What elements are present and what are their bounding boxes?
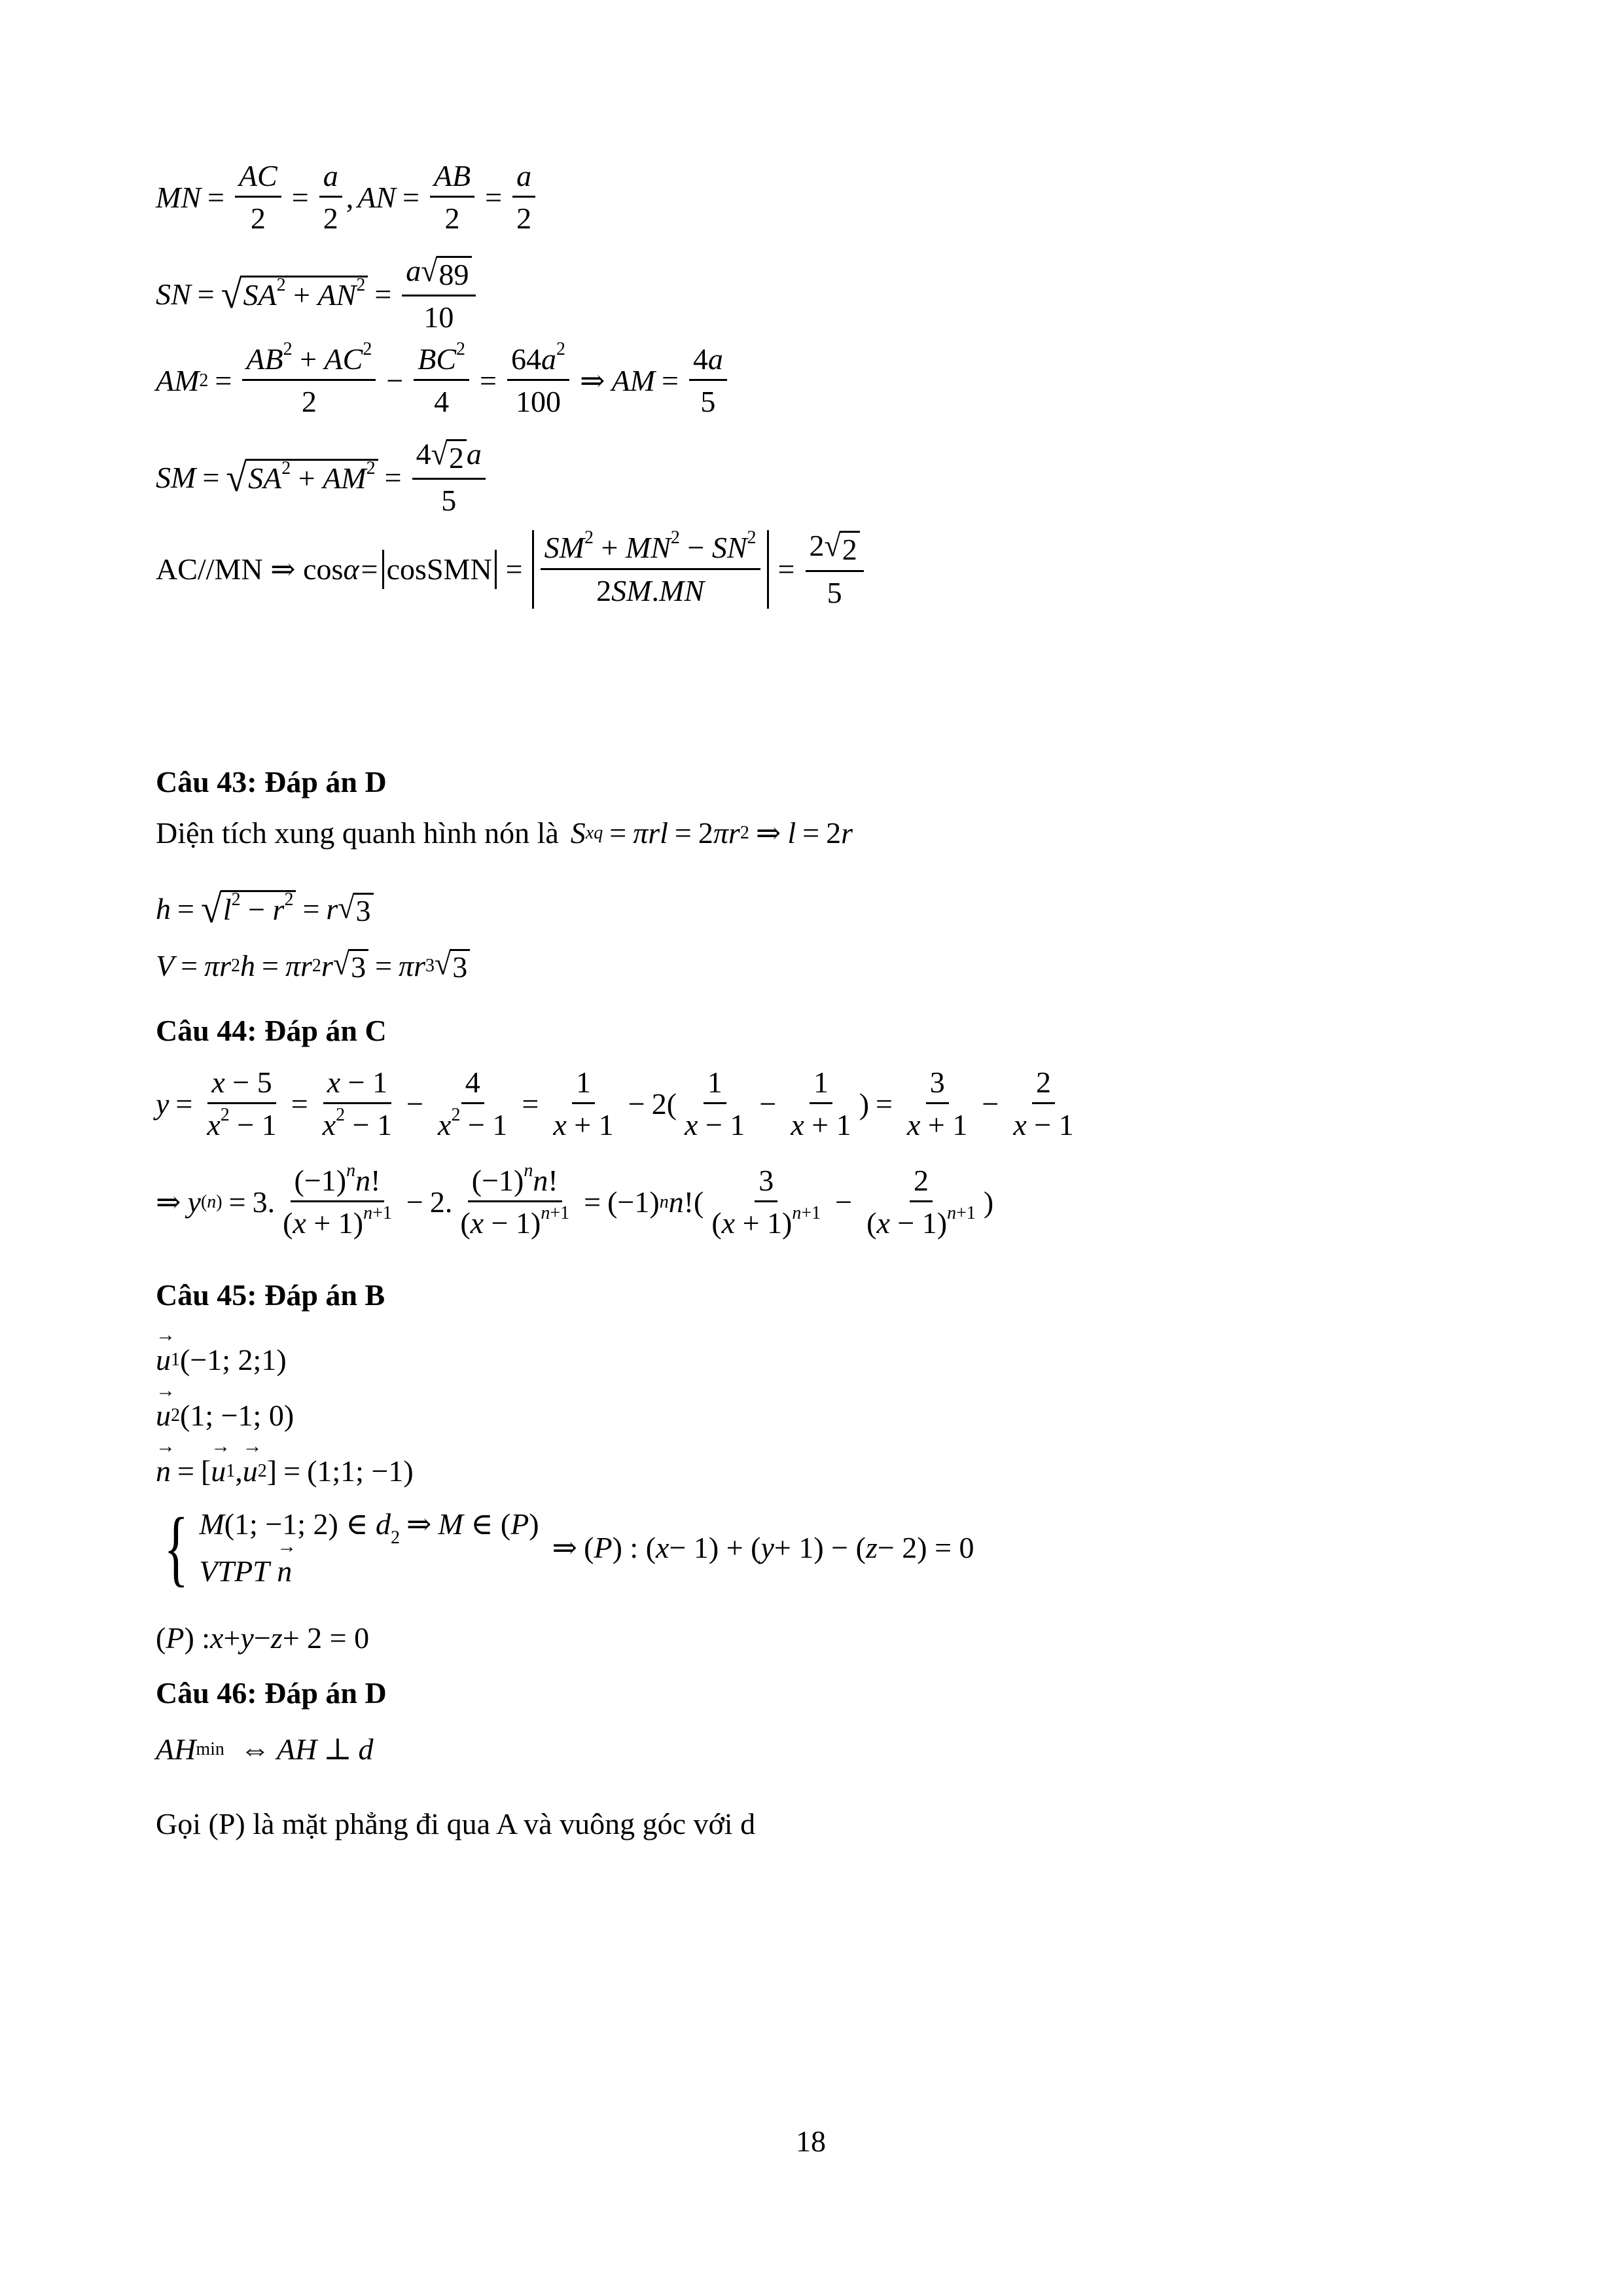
q46-line-ah: AH min ⇔ AH ⊥ d bbox=[156, 1732, 374, 1766]
equation-sm: SM = √ $SA^2 + AM^2$ = 4 √ 2 a 5 bbox=[156, 439, 490, 517]
heading-q44: Câu 44: Đáp án C bbox=[156, 1014, 387, 1047]
alpha-text: α= bbox=[343, 552, 380, 586]
q44-line-y: y = $\frac{x - 5}{x^2 - 1}$ = $\frac{x - 1}{x^2 - 1}$ − $\frac{4}{x^2 - 1}$ = $\frac{1}{x + 1}$ − 2( $\frac{1}{x - 1}$ − $\frac{1}{x + 1}$ ) = $\frac{3}{x + 1}$ − $\frac{2}{x - 1}$ bbox=[156, 1066, 1074, 1142]
cos-smn-text: cosSMN bbox=[386, 552, 492, 586]
heading-q45: Câu 45: Đáp án B bbox=[156, 1278, 385, 1312]
q45-line-u1: → u 1 (−1; 2;1) bbox=[156, 1345, 287, 1375]
q45-line-plane: ( P ) : x + y − z + 2 = 0 bbox=[156, 1621, 370, 1655]
heading-q43: Câu 43: Đáp án D bbox=[156, 765, 387, 798]
q43-line-area: Diện tích xung quanh hình nón là S xq = πrl = 2 πr 2 ⇒ l = 2 r bbox=[156, 816, 853, 850]
q45-line-n: → n = [ → u 1 , → u 2 ] = (1;1; −1) bbox=[156, 1456, 414, 1486]
q44-line-derivative: ⇒ y (n) = 3. $\frac{(-1)^nn!}{(x + 1)^{n+1}}$ − 2. $\frac{(-1)^nn!}{(x - 1)^{n+1}}$ = (−1) n n !( $\frac{3}{(x + 1)^{n+1}}$ − $\frac{2}{(x - 1)^{n+1}}$ ) bbox=[156, 1160, 994, 1240]
ac-mn-text: AC//MN ⇒ cos bbox=[156, 552, 344, 586]
equation-cos-alpha: AC//MN ⇒ cos α= cosSMN = $\frac{SM^2 + MN^2 - SN^2}{2SM.MN}$ = 2 √ 2 5 bbox=[156, 530, 868, 609]
q45-system: { M(1; −1; 2) ∈ $d_2$ ⇒ M ∈ (P) VTPT → n ⇒ ( P ) : ( x − 1) + ( y + 1) − ( z − 2) = 0 bbox=[156, 1505, 974, 1590]
equation-mn-an: MN = $\frac{AC}{2}$ = $\frac{a}{2}$ , AN = $\frac{AB}{2}$ = $\frac{a}{2}$ bbox=[156, 160, 539, 235]
page-number: 18 bbox=[796, 2125, 826, 2158]
equation-am-squared: AM 2 = $\frac{AB^2 + AC^2}{2}$ − $\frac{BC^2}{4}$ = $\frac{64a^2}{100}$ ⇒ AM = $\frac{4a}{5}$ bbox=[156, 344, 731, 418]
q43-line-v: V = πr 2 h = πr 2 r √ 3 = πr 3 √ 3 bbox=[156, 949, 470, 982]
heading-q46: Câu 46: Đáp án D bbox=[156, 1676, 387, 1710]
q43-line-h: h = √ $l^2 - r^2$ = r √ 3 bbox=[156, 890, 374, 928]
equation-sn: SN = √ $SA^2 + AN^2$ = a √ 89 10 bbox=[156, 255, 480, 334]
q45-line-u2: → u 2 (1; −1; 0) bbox=[156, 1401, 294, 1431]
q46-text: Gọi (P) là mặt phẳng đi qua A và vuông góc với d bbox=[156, 1807, 756, 1840]
q43-intro-text: Diện tích xung quanh hình nón là bbox=[156, 816, 559, 850]
